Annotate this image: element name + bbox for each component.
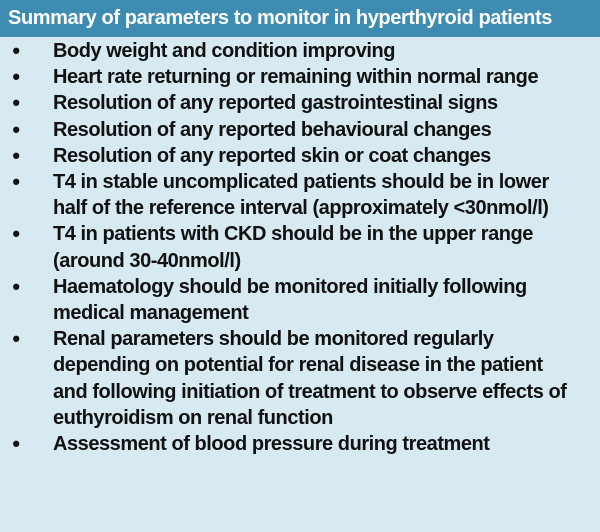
list-item-text bbox=[53, 64, 596, 90]
list-item-text bbox=[53, 169, 596, 221]
list-item-text bbox=[53, 143, 596, 169]
list-item bbox=[0, 143, 600, 169]
panel-title bbox=[0, 0, 600, 37]
panel-title-text: Summary of parameters to monitor in hyperthyroid patients bbox=[8, 7, 552, 29]
list-item-text bbox=[53, 221, 596, 273]
bullet-icon: • bbox=[12, 64, 20, 90]
list-item-text bbox=[53, 90, 596, 116]
list-item-line: Assessment of blood pressure during treatment bbox=[53, 433, 490, 456]
list-item-line: Resolution of any reported gastrointestinal signs bbox=[53, 92, 498, 115]
bullet-icon: • bbox=[12, 431, 20, 457]
list-item-text bbox=[53, 38, 596, 64]
list-item-line: Resolution of any reported behavioural changes bbox=[53, 118, 492, 141]
list-item bbox=[0, 431, 600, 457]
list-item bbox=[0, 221, 600, 273]
list-item-line: Body weight and condition improving bbox=[53, 40, 396, 62]
list-item bbox=[0, 38, 600, 64]
list-item-text bbox=[53, 431, 596, 457]
list-item-text bbox=[53, 274, 596, 326]
bullet-icon: • bbox=[12, 38, 20, 63]
list-item bbox=[0, 169, 600, 221]
bullet-icon: • bbox=[12, 221, 20, 247]
bullet-icon: • bbox=[12, 90, 20, 116]
list-item-line: euthyroidism on renal function bbox=[53, 406, 333, 429]
bullet-icon: • bbox=[12, 273, 20, 299]
bullet-icon: • bbox=[12, 142, 20, 168]
list-item bbox=[0, 90, 600, 116]
parameter-list bbox=[0, 38, 600, 457]
bullet-icon: • bbox=[12, 116, 20, 142]
bullet-icon: • bbox=[12, 169, 20, 195]
bullet-icon: • bbox=[12, 326, 20, 352]
list-item bbox=[0, 326, 600, 431]
list-item-text bbox=[53, 117, 596, 143]
list-item-line: Haematology should be monitored initially following bbox=[53, 275, 527, 298]
list-item bbox=[0, 64, 600, 90]
list-item-line: depending on potential for renal disease in the patient bbox=[53, 354, 543, 377]
list-item bbox=[0, 274, 600, 326]
list-item-line: Renal parameters should be monitored regularly bbox=[53, 328, 494, 351]
list-item-line: Resolution of any reported skin or coat changes bbox=[53, 144, 491, 167]
list-item-line: Heart rate returning or remaining within normal range bbox=[53, 66, 539, 89]
list-item-line: (around 30-40nmol/l) bbox=[53, 249, 241, 272]
list-item-line: half of the reference interval (approximately <30nmol/l) bbox=[53, 197, 549, 220]
list-item bbox=[0, 117, 600, 143]
list-item-line: T4 in stable uncomplicated patients should be in lower bbox=[53, 171, 549, 194]
list-item-line: medical management bbox=[53, 302, 249, 325]
list-item-line: T4 in patients with CKD should be in the upper range bbox=[53, 223, 533, 246]
list-item-line: and following initiation of treatment to observe effects of bbox=[53, 380, 567, 403]
list-item-text bbox=[53, 326, 596, 431]
